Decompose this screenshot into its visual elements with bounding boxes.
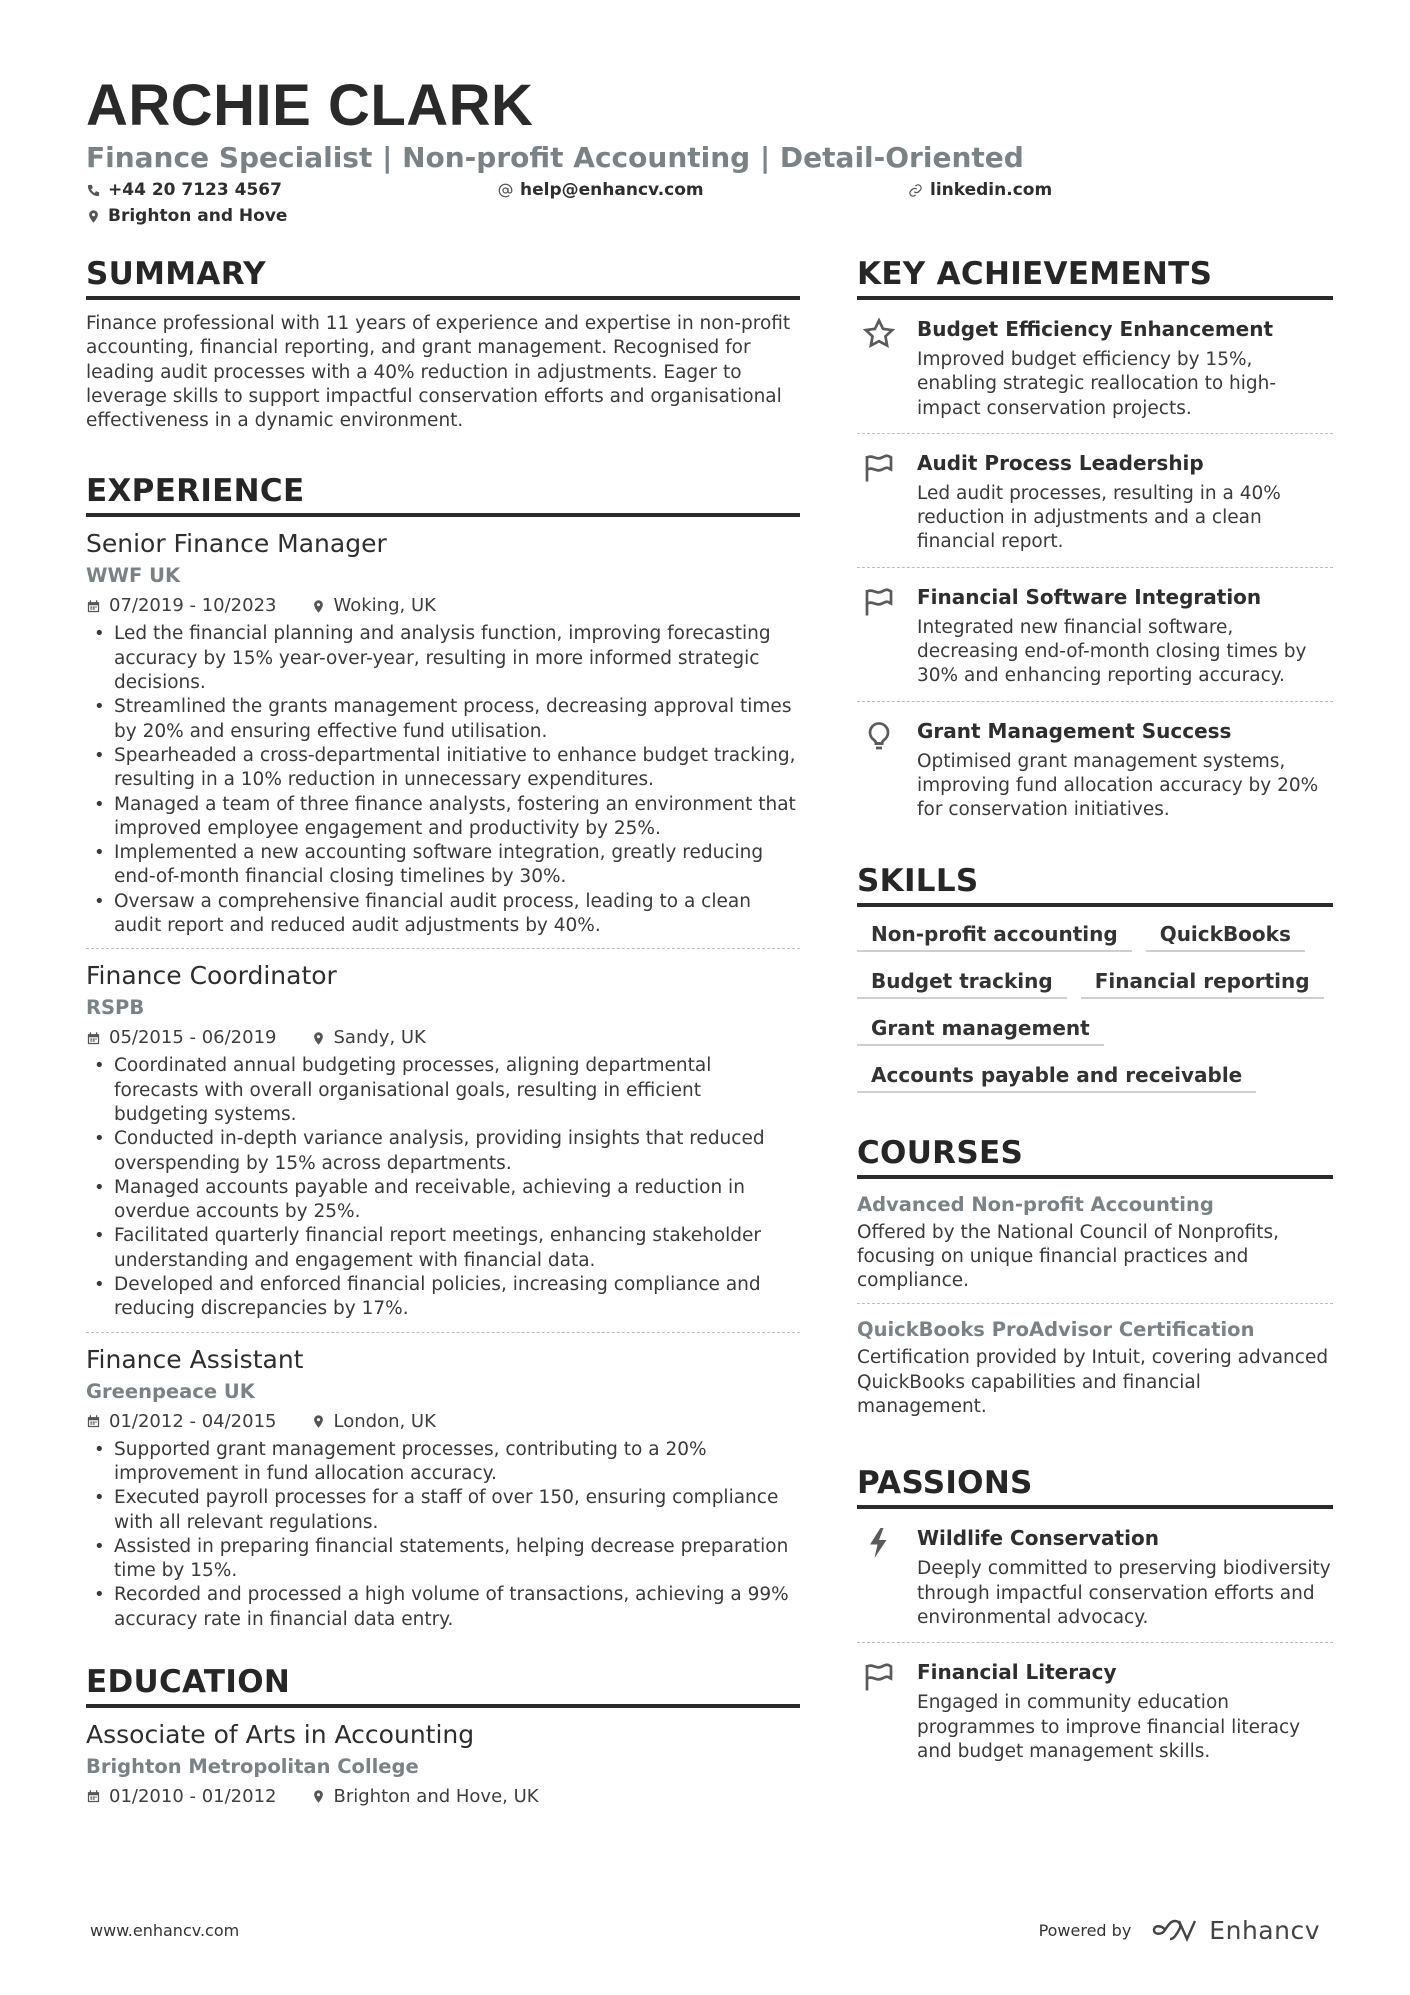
job-bullet: • Managed accounts payable and receivable, achieving a reduction in overdue accounts by 25%. — [86, 1176, 800, 1225]
achievement-item — [857, 433, 1333, 567]
enhancv-logo[interactable] — [1151, 1916, 1320, 1945]
job-company: Greenpeace UK — [86, 1379, 255, 1403]
job-bullet: • Oversaw a comprehensive financial audit process, leading to a clean audit report and reduced audit adjustments by 40%. — [86, 890, 800, 939]
passion-desc: Deeply committed to preserving biodiversity through impactful conservation efforts and environmental advocacy. — [917, 1558, 1331, 1628]
job-entry — [86, 517, 800, 938]
star-icon — [861, 316, 897, 352]
candidate-name: ARCHIE CLARK — [86, 73, 534, 138]
job-meta — [86, 1407, 800, 1437]
skills-heading: SKILLS — [857, 861, 1333, 907]
location-pin-icon — [86, 209, 101, 224]
location-pin-icon — [311, 1031, 326, 1046]
education-dates: 01/2010 - 01/2012 — [109, 1785, 277, 1807]
phone-text: +44 20 7123 4567 — [108, 180, 282, 200]
passion-desc: Engaged in community education programmes to improve financial literacy and budget management skills. — [917, 1692, 1301, 1762]
skill-tag: QuickBooks — [1146, 919, 1305, 952]
lightning-icon — [861, 1525, 897, 1561]
calendar-icon — [86, 1031, 101, 1046]
achievement-item — [857, 300, 1333, 433]
lightbulb-icon — [861, 718, 897, 754]
job-bullet: • Recorded and processed a high volume of transactions, achieving a 99% accuracy rate in financial data entry. — [86, 1583, 800, 1632]
skill-tag: Budget tracking — [857, 966, 1067, 999]
brand-name: Enhancv — [1209, 1915, 1320, 1945]
passion-title: Wildlife Conservation — [917, 1526, 1159, 1551]
job-bullet: • Coordinated annual budgeting processes, aligning departmental forecasts with overall organisational goals, resulting in efficient budgeting systems. — [86, 1054, 800, 1127]
left-column — [86, 254, 800, 1850]
achievement-title: Financial Software Integration — [917, 584, 1262, 609]
education-location: Brighton and Hove, UK — [333, 1785, 539, 1807]
job-entry — [86, 948, 800, 1321]
achievement-item — [857, 701, 1333, 835]
enhancv-logo-icon — [1151, 1918, 1199, 1942]
job-bullet: • Conducted in-depth variance analysis, providing insights that reduced overspending by 15% across departments. — [86, 1127, 800, 1176]
summary-text: Finance professional with 11 years of experience and expertise in non-profit accounting, financial reporting, and grant management. Recognised for leading audit processes with a 40% reduction in adjustments. Eager to leverage skills to support impactful conservation efforts and organisational effectiveness in a dynamic environment. — [86, 313, 791, 432]
job-bullet: • Developed and enforced financial policies, increasing compliance and reducing discrepancies by 17%. — [86, 1273, 800, 1322]
skill-tag: Accounts payable and receivable — [857, 1060, 1256, 1093]
contact-linkedin[interactable] — [908, 178, 1052, 202]
calendar-icon — [86, 1789, 101, 1804]
flag-icon — [861, 450, 897, 486]
contact-email[interactable] — [498, 178, 704, 202]
achievement-title: Audit Process Leadership — [917, 450, 1204, 475]
location-pin-icon — [311, 1789, 326, 1804]
achievements-heading: KEY ACHIEVEMENTS — [857, 254, 1333, 300]
course-desc: Certification provided by Intuit, covering advanced QuickBooks capabilities and financial management. — [857, 1347, 1329, 1418]
experience-heading: EXPERIENCE — [86, 471, 800, 517]
education-heading: EDUCATION — [86, 1662, 800, 1708]
job-title: Finance Assistant — [86, 1344, 304, 1374]
location-pin-icon — [311, 599, 326, 614]
resume-header — [86, 74, 1336, 238]
powered-by-text: Powered by — [1038, 1920, 1132, 1940]
passions-section — [857, 1463, 1333, 1776]
job-company: WWF UK — [86, 564, 181, 588]
right-column — [857, 254, 1333, 1814]
footer-website[interactable]: www.enhancv.com — [90, 1920, 240, 1940]
course-item — [857, 1179, 1333, 1304]
passion-item — [857, 1642, 1333, 1776]
contact-info — [86, 178, 1336, 238]
job-location: Woking, UK — [333, 595, 436, 617]
link-icon — [908, 183, 923, 198]
job-bullet: • Managed a team of three finance analysts, fostering an environment that improved employee engagement and productivity by 25%. — [86, 793, 800, 842]
job-dates: 01/2012 - 04/2015 — [109, 1410, 277, 1432]
achievement-desc: Led audit processes, resulting in a 40% reduction in adjustments and a clean financial report. — [917, 482, 1281, 553]
footer — [90, 1910, 1320, 1950]
job-bullets — [86, 1438, 800, 1632]
experience-section — [86, 471, 800, 1632]
job-location: Sandy, UK — [333, 1027, 426, 1049]
skill-tag: Financial reporting — [1081, 966, 1324, 999]
skill-tag: Non-profit accounting — [857, 919, 1132, 952]
courses-section — [857, 1133, 1333, 1430]
degree-title: Associate of Arts in Accounting — [86, 1719, 475, 1749]
education-entry — [86, 1708, 800, 1812]
flag-icon — [861, 584, 897, 620]
contact-location — [86, 204, 287, 228]
passions-heading: PASSIONS — [857, 1463, 1333, 1509]
email-text: help@enhancv.com — [520, 180, 704, 200]
job-company: RSPB — [86, 996, 145, 1020]
course-title: Advanced Non-profit Accounting — [857, 1192, 1214, 1216]
job-bullet: • Implemented a new accounting software integration, greatly reducing end-of-month financial closing timelines by 30%. — [86, 841, 800, 890]
phone-icon — [86, 183, 101, 198]
contact-phone[interactable] — [86, 178, 282, 202]
location-pin-icon — [311, 1414, 326, 1429]
courses-heading: COURSES — [857, 1133, 1333, 1179]
skill-tag: Grant management — [857, 1013, 1104, 1046]
job-bullet: • Spearheaded a cross-departmental initiative to enhance budget tracking, resulting in a 10% reduction in unnecessary expenditures. — [86, 744, 800, 793]
job-title: Senior Finance Manager — [86, 529, 387, 559]
achievement-desc: Improved budget efficiency by 15%, enabling strategic reallocation to high-impact conservation projects. — [917, 349, 1277, 419]
job-bullets — [86, 622, 800, 938]
education-meta — [86, 1782, 800, 1812]
job-bullet: • Led the financial planning and analysis function, improving forecasting accuracy by 15% year-over-year, resulting in more informed strategic decisions. — [86, 622, 800, 695]
passion-title: Financial Literacy — [917, 1660, 1117, 1685]
job-entry — [86, 1332, 800, 1632]
summary-heading: SUMMARY — [86, 254, 800, 300]
at-icon — [498, 183, 513, 198]
skills-section — [857, 861, 1333, 1093]
achievement-item — [857, 567, 1333, 701]
job-dates: 07/2019 - 10/2023 — [109, 595, 277, 617]
job-bullet: • Facilitated quarterly financial report meetings, enhancing stakeholder understanding and engagement with financial data. — [86, 1224, 800, 1273]
job-location: London, UK — [333, 1410, 436, 1432]
achievement-desc: Integrated new financial software, decreasing end-of-month closing times by 30% and enhancing reporting accuracy. — [917, 616, 1307, 687]
job-bullets — [86, 1054, 800, 1321]
achievement-desc: Optimised grant management systems, improving fund allocation accuracy by 20% for conservation initiatives. — [917, 750, 1319, 821]
flag-icon — [861, 1659, 897, 1695]
calendar-icon — [86, 1414, 101, 1429]
job-bullet: • Streamlined the grants management process, decreasing approval times by 20% and ensuring effective fund utilisation. — [86, 695, 800, 744]
job-meta — [86, 591, 800, 621]
job-bullet: • Assisted in preparing financial statements, helping decrease preparation time by 15%. — [86, 1535, 800, 1584]
achievement-title: Budget Efficiency Enhancement — [917, 317, 1274, 341]
summary-section — [86, 254, 800, 433]
course-title: QuickBooks ProAdvisor Certification — [857, 1318, 1255, 1342]
job-bullet: • Supported grant management processes, contributing to a 20% improvement in fund allocation accuracy. — [86, 1438, 800, 1487]
calendar-icon — [86, 599, 101, 614]
course-item — [857, 1303, 1333, 1429]
job-meta — [86, 1023, 800, 1053]
school-name: Brighton Metropolitan College — [86, 1754, 419, 1778]
linkedin-text: linkedin.com — [930, 180, 1053, 200]
location-text: Brighton and Hove — [108, 206, 288, 226]
job-title: Finance Coordinator — [86, 961, 337, 991]
candidate-tagline: Finance Specialist | Non-profit Accounting | Detail-Oriented — [86, 141, 1024, 174]
achievements-section — [857, 254, 1333, 835]
job-bullet: • Executed payroll processes for a staff of over 150, ensuring compliance with all relevant regulations. — [86, 1486, 800, 1535]
powered-by — [1039, 1916, 1320, 1945]
achievement-title: Grant Management Success — [917, 718, 1232, 743]
skills-list — [857, 919, 1333, 1093]
course-desc: Offered by the National Council of Nonprofits, focusing on unique financial practices and compliance. — [857, 1221, 1279, 1292]
education-section — [86, 1662, 800, 1812]
job-dates: 05/2015 - 06/2019 — [109, 1027, 277, 1049]
passion-item — [857, 1509, 1333, 1642]
